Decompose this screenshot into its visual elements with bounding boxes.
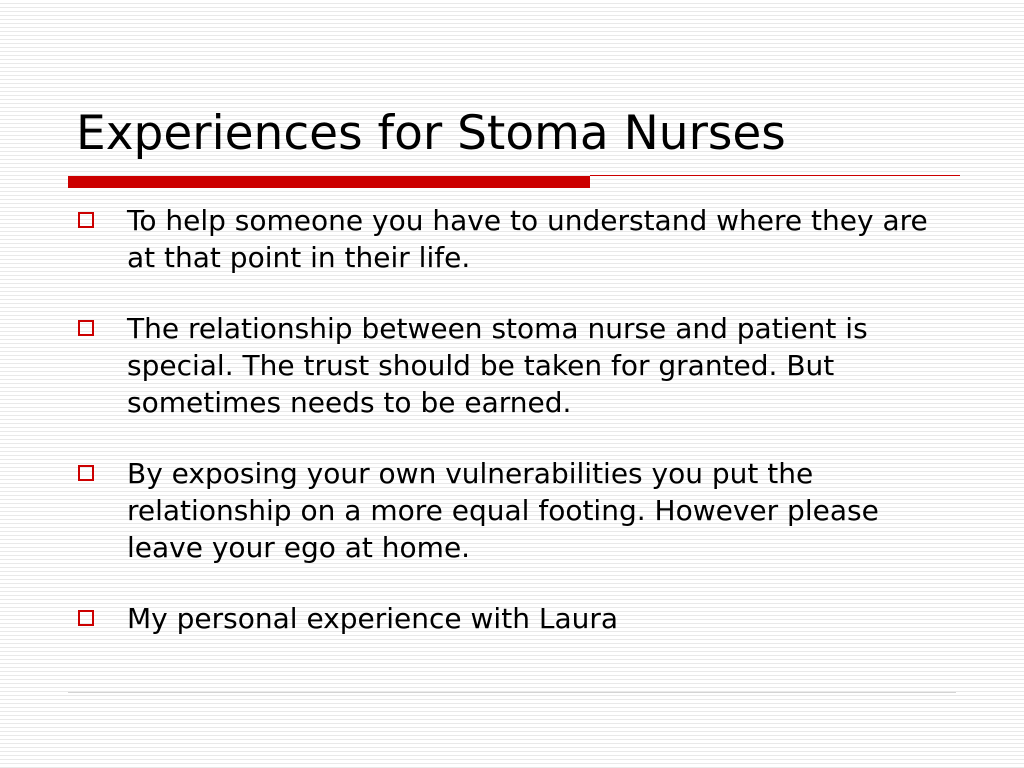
hollow-square-icon xyxy=(78,212,94,228)
bullet-text: The relationship between stoma nurse and patient is special. The trust should be taken for granted. But sometimes needs to be earned. xyxy=(127,312,868,419)
bullet-item xyxy=(76,310,956,421)
footer-divider xyxy=(68,692,956,693)
bullet-text: By exposing your own vulnerabilities you put the relationship on a more equal footing. However please leave your ego at home. xyxy=(127,457,879,564)
slide-title: Experiences for Stoma Nurses xyxy=(76,106,786,161)
bullet-text: To help someone you have to understand where they are at that point in their life. xyxy=(127,204,928,274)
bullet-text: My personal experience with Laura xyxy=(127,602,619,635)
title-underline-thin xyxy=(590,175,960,176)
title-underline-thick xyxy=(68,176,590,188)
hollow-square-icon xyxy=(78,465,94,481)
bullet-item xyxy=(76,600,956,637)
hollow-square-icon xyxy=(78,610,94,626)
bullet-list xyxy=(76,202,956,637)
bullet-item xyxy=(76,455,956,566)
bullet-item xyxy=(76,202,956,276)
hollow-square-icon xyxy=(78,320,94,336)
